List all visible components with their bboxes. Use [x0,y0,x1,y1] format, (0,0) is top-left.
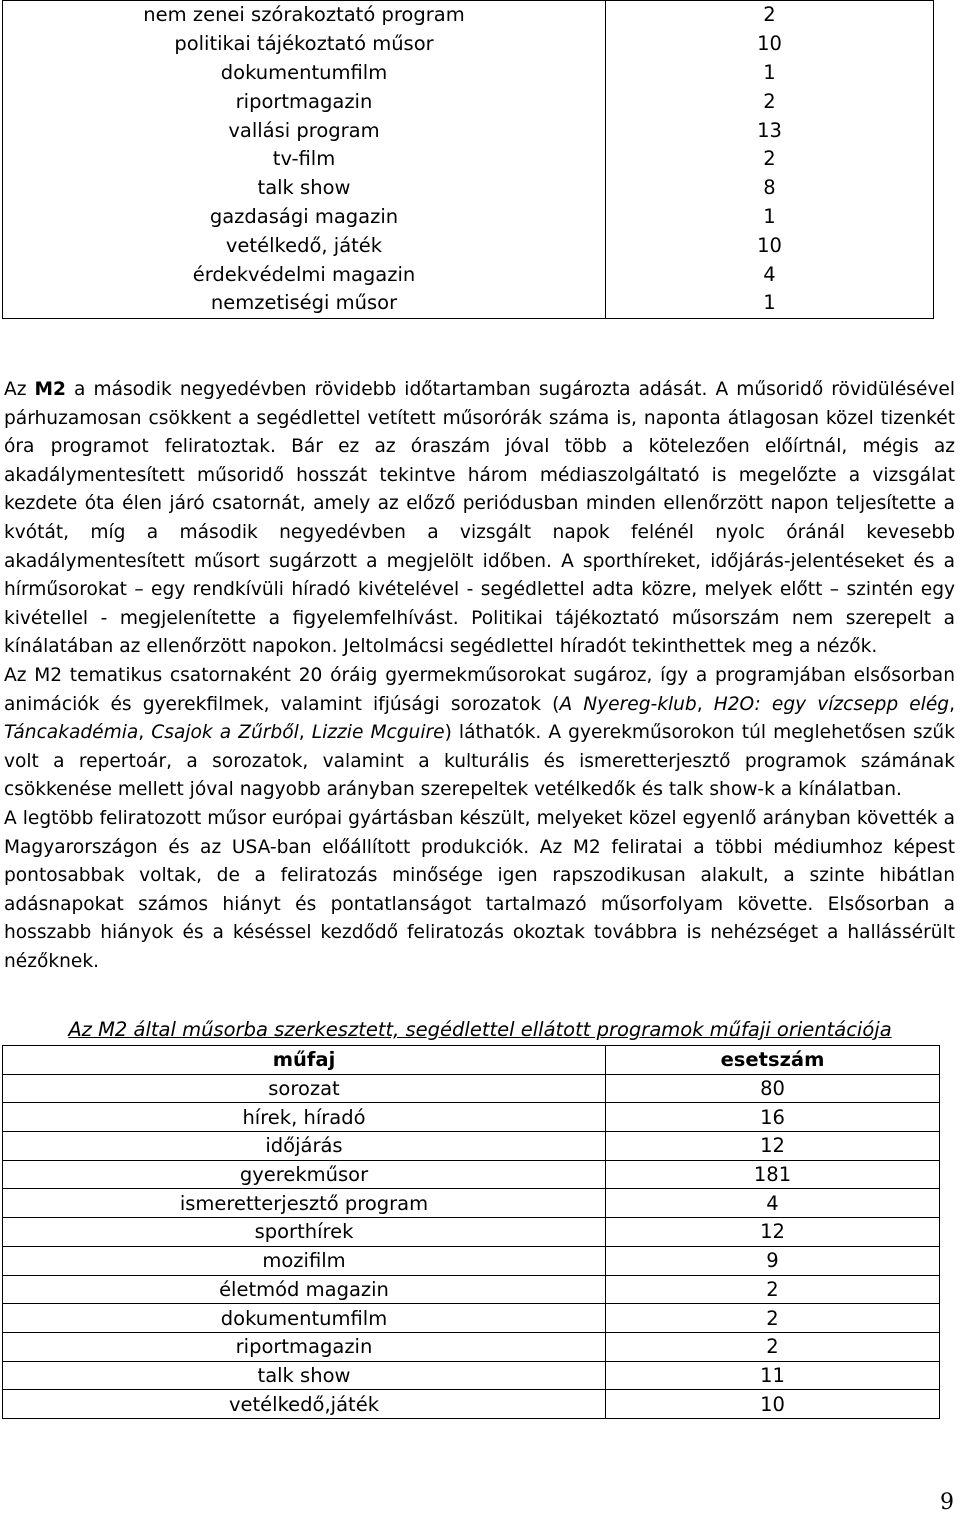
count-cell: 2 [606,1275,940,1304]
count-cell: 4 [606,260,934,289]
count-cell: 8 [606,174,934,203]
count-cell: 13 [606,116,934,145]
page-number: 9 [940,1490,954,1515]
genre-cell: érdekvédelmi magazin [3,260,606,289]
count-cell: 4 [606,1189,940,1218]
count-cell: 12 [606,1218,940,1247]
series-title: A Nyereg-klub [559,693,697,715]
genre-cell: hírek, híradó [3,1103,606,1132]
genre-cell: vetélkedő, játék [3,231,606,260]
table-row [3,1304,940,1333]
count-cell: 2 [606,1304,940,1333]
paragraph-2: Az M2 tematikus csatornaként 20 óráig gyermekműsorokat sugároz, így a programjában elsősorban animációk és gyerekfilmek, valamint ifjúsági sorozatok (A Nyereg-klub, H2O: egy vízcsepp elég, Táncakadémia, Csajok a Zűrből, Lizzie Mcguire) láthatók. A gyerekműsorokon túl meglehetősen szűk volt a repertoár, a sorozatok, valamint a kulturális és ismeretterjesztő programok számának csökkenése mellett jóval nagyobb arányban szerepeltek vetélkedők és talk show-k a kínálatban. [4,664,955,801]
genre-cell: életmód magazin [3,1275,606,1304]
paragraph-1 [4,376,955,662]
table-row [3,1,934,30]
table-header-row [3,1046,940,1075]
header-genre: műfaj [3,1046,606,1075]
table-row [3,174,934,203]
series-title: H2O: egy vízcsepp elég [713,693,950,715]
genre-cell: sorozat [3,1074,606,1103]
count-cell: 2 [606,1,934,30]
table-row [3,1074,940,1103]
table-row [3,203,934,232]
genre-cell: ismeretterjesztő program [3,1189,606,1218]
genre-cell: dokumentumfilm [3,1304,606,1333]
count-cell: 11 [606,1361,940,1390]
count-cell: 10 [606,30,934,59]
genre-cell: dokumentumfilm [3,59,606,88]
count-cell: 9 [606,1246,940,1275]
paragraph-3: A legtöbb feliratozott műsor európai gyártásban készült, melyeket közel egyenlő arányban követték a Magyarországon és az USA-ban előállított produkciók. Az M2 feliratai a többi médiumhoz képest pontosabbak voltak, de a feliratozás minősége igen rapszodikusan alakult, a szinte hibátlan adásnapokat számos hiányt és pontatlanságot tartalmazó műsorfolyam követte. Elsősorban a hosszabb hiányok és a késéssel kezdődő feliratozás okoztak továbbra is nehézséget a hallássérült nézőknek. [4,807,955,972]
genre-cell: talk show [3,174,606,203]
genre-cell: politikai tájékoztató műsor [3,30,606,59]
genre-cell: mozifilm [3,1246,606,1275]
genre-cell: nem zenei szórakoztató program [3,1,606,30]
genre-cell: riportmagazin [3,1332,606,1361]
table-row [3,1332,940,1361]
genre-cell: vallási program [3,116,606,145]
table-caption: Az M2 által műsorba szerkesztett, segédlettel ellátott programok műfaji orientációja [68,1018,892,1041]
table-row [3,1246,940,1275]
count-cell: 1 [606,59,934,88]
table-row [3,1361,940,1390]
series-title: Csajok a Zűrből [151,722,299,744]
genre-cell: talk show [3,1361,606,1390]
table-row [3,1189,940,1218]
series-title: Táncakadémia [4,722,139,744]
genre-orientation-table [2,1045,940,1419]
genre-cell: nemzetiségi műsor [3,289,606,318]
count-cell: 1 [606,203,934,232]
table-row [3,289,934,318]
series-title: Lizzie Mcguire [311,722,445,744]
count-cell: 80 [606,1074,940,1103]
genre-table-continued [2,0,934,319]
genre-cell: tv-film [3,145,606,174]
table-row [3,1390,940,1419]
count-cell: 10 [606,1390,940,1419]
table-row [3,1275,940,1304]
genre-cell: gyerekműsor [3,1160,606,1189]
channel-name: M2 [34,379,66,400]
genre-cell: gazdasági magazin [3,203,606,232]
table-row [3,260,934,289]
table-row [3,59,934,88]
count-cell: 2 [606,145,934,174]
header-count: esetszám [606,1046,940,1075]
table-row [3,1103,940,1132]
genre-cell: riportmagazin [3,87,606,116]
table-row [3,145,934,174]
genre-cell: sporthírek [3,1218,606,1247]
body-text [4,376,955,976]
paragraph-1-intro: Az M2 a második negyedévben rövidebb időtartamban sugározta adását. A műsoridő rövidülésével párhuzamosan csökkent a segédlettel vetített műsorórák száma is, naponta átlagosan közel tizenkét óra programot feliratoztak. [4,379,955,458]
genre-cell: vetélkedő,játék [3,1390,606,1419]
count-cell: 12 [606,1132,940,1161]
table-row [3,116,934,145]
count-cell: 10 [606,231,934,260]
table-row [3,1218,940,1247]
count-cell: 181 [606,1160,940,1189]
table-row [3,1160,940,1189]
table-row [3,30,934,59]
genre-cell: időjárás [3,1132,606,1161]
paragraph-1-body: Bár ez az óraszám jóval több a kötelezően előírtnál, mégis az akadálymentesített műsoridő hosszát tekintve három médiaszolgáltató is megelőzte a vizsgálat kezdete óta élen járó csatornát, amely az előző periódusban minden ellenőrzött napon teljesítette a kvótát, míg a második negyedévben a vizsgált napok felénél nyolc óránál kevesebb akadálymentesített műsort sugárzott a megjelölt időben. A sporthíreket, időjárás-jelentéseket és a hírműsorokat – egy rendkívüli híradó kivételével - segédlettel adta közre, melyek előtt – szintén egy kivétellel - megjelenítette a figyelemfelhívást. Politikai tájékoztató műsorszám nem szerepelt a kínálatában az ellenőrzött napokon. Jeltolmácsi segédlettel híradót tekinthettek meg a nézők. [4,436,955,658]
count-cell: 2 [606,1332,940,1361]
count-cell: 16 [606,1103,940,1132]
count-cell: 2 [606,87,934,116]
count-cell: 1 [606,289,934,318]
table-row [3,1132,940,1161]
table-row [3,87,934,116]
table-row [3,231,934,260]
